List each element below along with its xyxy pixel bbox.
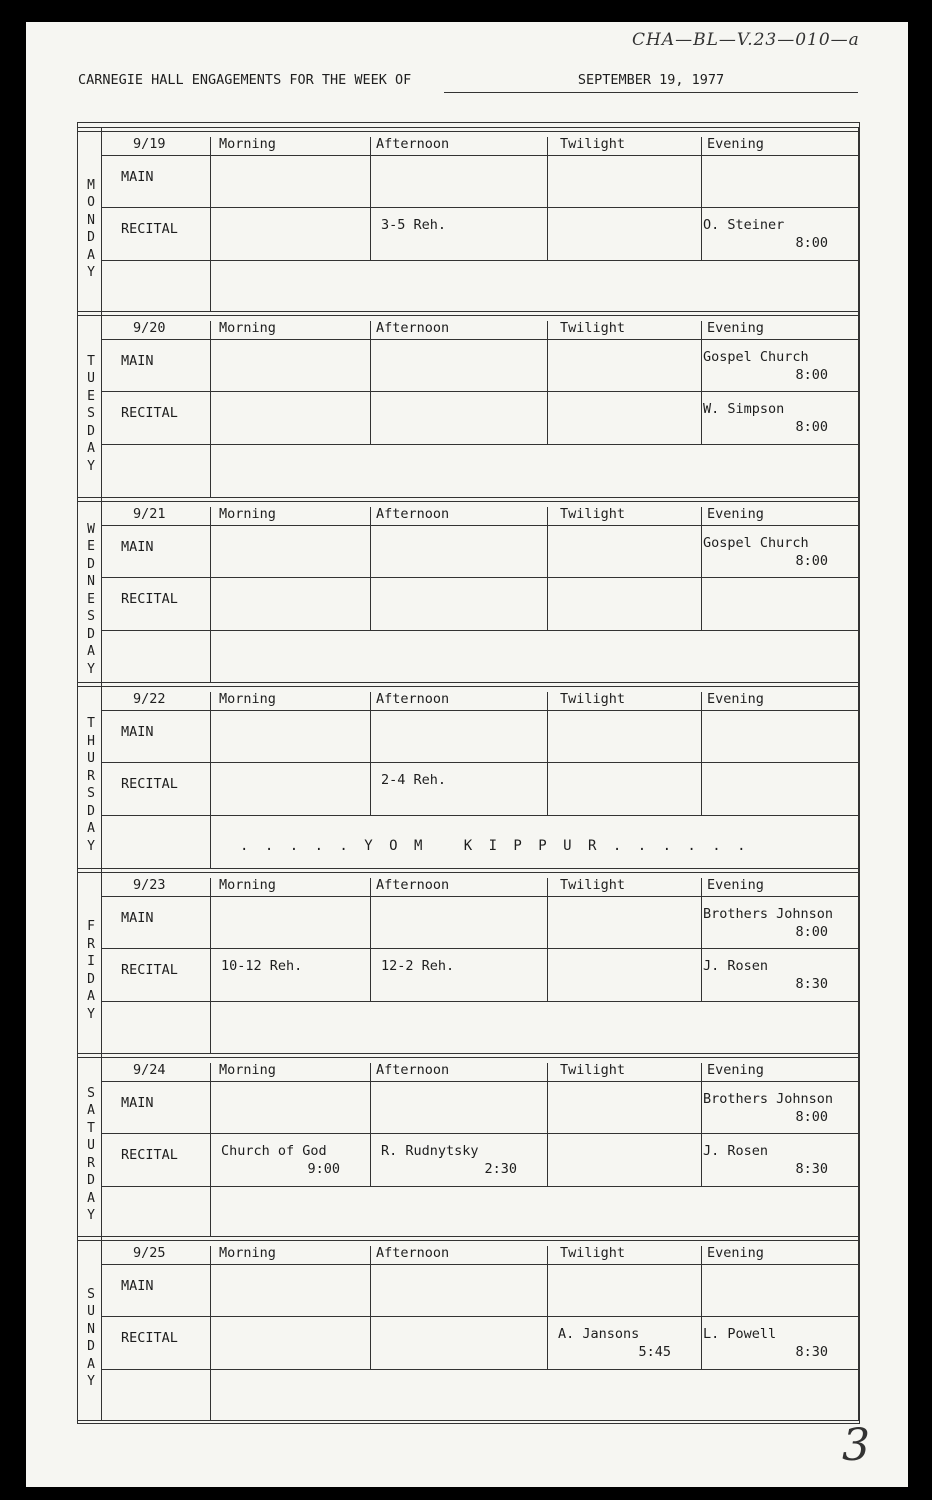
time-column-divider	[547, 321, 548, 444]
archive-id-handwritten: CHA—BL—V.23—010—a	[632, 30, 860, 50]
day-block-top-inner-border	[77, 872, 859, 873]
engagement-recital-afternoon-time: 2:30	[484, 1161, 517, 1177]
engagement-main-evening-title: Brothers Johnson	[703, 1091, 834, 1107]
recital-row-bottom-border	[101, 1369, 858, 1370]
week-of-date: SEPTEMBER 19, 1977	[444, 72, 858, 93]
time-column-divider	[547, 878, 548, 1001]
day-block-top-border	[77, 127, 859, 128]
day-name-vertical: W E D N E S D A Y	[87, 521, 95, 677]
day-block-top-inner-border	[77, 1057, 859, 1058]
main-row-bottom-border	[101, 1133, 858, 1134]
engagement-recital-evening-title: J. Rosen	[703, 958, 769, 974]
engagement-recital-morning-title: 10-12 Reh.	[221, 958, 303, 974]
day-block-top-inner-border	[77, 501, 859, 502]
table-right-border	[858, 127, 859, 311]
row-label-main: MAIN	[121, 910, 154, 926]
column-header-bottom-border	[101, 896, 858, 897]
row-label-divider	[210, 321, 211, 497]
row-label-main: MAIN	[121, 169, 154, 185]
page-number-handwritten: 3	[842, 1420, 870, 1471]
day-block-top-border	[77, 311, 859, 312]
engagement-main-evening-time: 8:00	[795, 924, 828, 940]
day-name-vertical: T H U R S D A Y	[87, 716, 95, 854]
main-row-bottom-border	[101, 1316, 858, 1317]
row-label-recital: RECITAL	[121, 221, 178, 237]
column-header-evening: Evening	[707, 1062, 764, 1078]
column-header-evening: Evening	[707, 1245, 764, 1261]
column-header-bottom-border	[101, 1081, 858, 1082]
engagement-recital-evening-time: 8:30	[795, 1344, 828, 1360]
time-column-divider	[547, 137, 548, 260]
page-title: CARNEGIE HALL ENGAGEMENTS FOR THE WEEK OF	[78, 72, 412, 88]
recital-row-bottom-border	[101, 1001, 858, 1002]
row-label-divider	[210, 878, 211, 1053]
main-row-bottom-border	[101, 391, 858, 392]
row-label-divider	[210, 1246, 211, 1420]
row-label-recital: RECITAL	[121, 962, 178, 978]
column-header-evening: Evening	[707, 506, 764, 522]
column-header-bottom-border	[101, 710, 858, 711]
table-right-border	[858, 868, 859, 1053]
column-header-twilight: Twilight	[560, 506, 626, 522]
day-column-divider	[101, 127, 102, 1420]
column-header-bottom-border	[101, 339, 858, 340]
engagement-recital-afternoon-title: 3-5 Reh.	[381, 217, 447, 233]
day-block-top-inner-border	[77, 1240, 859, 1241]
column-header-twilight: Twilight	[560, 1062, 626, 1078]
column-header-afternoon: Afternoon	[376, 1245, 450, 1261]
engagement-main-evening-title: Gospel Church	[703, 349, 809, 365]
day-block-top-inner-border	[77, 131, 859, 132]
day-date: 9/21	[133, 506, 166, 522]
column-header-morning: Morning	[219, 506, 276, 522]
column-header-morning: Morning	[219, 320, 276, 336]
day-block-top-inner-border	[77, 686, 859, 687]
day-block-top-inner-border	[77, 315, 859, 316]
day-date: 9/20	[133, 320, 166, 336]
recital-row-bottom-border	[101, 444, 858, 445]
row-label-recital: RECITAL	[121, 1147, 178, 1163]
table-right-border	[858, 682, 859, 868]
day-name-vertical: S A T U R D A Y	[87, 1085, 95, 1223]
column-header-morning: Morning	[219, 1245, 276, 1261]
main-row-bottom-border	[101, 577, 858, 578]
column-header-afternoon: Afternoon	[376, 506, 450, 522]
row-label-main: MAIN	[121, 539, 154, 555]
column-header-twilight: Twilight	[560, 320, 626, 336]
row-label-recital: RECITAL	[121, 591, 178, 607]
recital-row-bottom-border	[101, 815, 858, 816]
day-date: 9/24	[133, 1062, 166, 1078]
column-header-twilight: Twilight	[560, 691, 626, 707]
engagement-recital-evening-title: O. Steiner	[703, 217, 785, 233]
time-column-divider	[547, 692, 548, 815]
day-date: 9/22	[133, 691, 166, 707]
day-name-vertical: M O N D A Y	[87, 177, 95, 280]
engagement-recital-evening-title: L. Powell	[703, 1326, 777, 1342]
table-right-border	[858, 1053, 859, 1236]
engagement-main-evening-time: 8:00	[795, 367, 828, 383]
day-name-vertical: S U N D A Y	[87, 1286, 95, 1389]
column-header-evening: Evening	[707, 320, 764, 336]
engagement-recital-evening-time: 8:30	[795, 976, 828, 992]
time-column-divider	[701, 692, 702, 815]
day-block-top-border	[77, 1053, 859, 1054]
row-label-recital: RECITAL	[121, 776, 178, 792]
table-right-border	[858, 311, 859, 497]
recital-row-bottom-border	[101, 260, 858, 261]
time-column-divider	[370, 878, 371, 1001]
row-label-main: MAIN	[121, 1278, 154, 1294]
column-header-bottom-border	[101, 1264, 858, 1265]
column-header-evening: Evening	[707, 691, 764, 707]
column-header-bottom-border	[101, 525, 858, 526]
column-header-morning: Morning	[219, 691, 276, 707]
column-header-evening: Evening	[707, 877, 764, 893]
column-header-morning: Morning	[219, 136, 276, 152]
table-outer-border	[77, 122, 860, 1424]
engagement-recital-twilight-title: A. Jansons	[558, 1326, 640, 1342]
column-header-morning: Morning	[219, 1062, 276, 1078]
table-right-border	[858, 1236, 859, 1420]
time-column-divider	[370, 137, 371, 260]
engagement-recital-afternoon-title: 2-4 Reh.	[381, 772, 447, 788]
day-date: 9/25	[133, 1245, 166, 1261]
day-block-top-border	[77, 497, 859, 498]
column-header-morning: Morning	[219, 877, 276, 893]
row-label-recital: RECITAL	[121, 1330, 178, 1346]
column-header-evening: Evening	[707, 136, 764, 152]
column-header-afternoon: Afternoon	[376, 136, 450, 152]
recital-row-bottom-border	[101, 630, 858, 631]
engagement-recital-evening-time: 8:00	[795, 419, 828, 435]
holiday-note: . . . . . Y O M K I P P U R . . . . . .	[240, 838, 750, 854]
column-header-twilight: Twilight	[560, 877, 626, 893]
engagement-recital-evening-time: 8:00	[795, 235, 828, 251]
row-label-divider	[210, 692, 211, 868]
row-label-main: MAIN	[121, 724, 154, 740]
column-header-twilight: Twilight	[560, 1245, 626, 1261]
main-row-bottom-border	[101, 207, 858, 208]
engagement-main-evening-time: 8:00	[795, 553, 828, 569]
engagement-main-evening-title: Brothers Johnson	[703, 906, 834, 922]
table-bottom-border	[77, 1420, 859, 1421]
column-header-afternoon: Afternoon	[376, 877, 450, 893]
engagement-recital-twilight-time: 5:45	[638, 1344, 671, 1360]
time-column-divider	[547, 507, 548, 630]
engagement-recital-afternoon-title: 12-2 Reh.	[381, 958, 455, 974]
main-row-bottom-border	[101, 948, 858, 949]
time-column-divider	[370, 507, 371, 630]
engagement-recital-morning-time: 9:00	[307, 1161, 340, 1177]
day-date: 9/19	[133, 136, 166, 152]
engagement-recital-evening-title: W. Simpson	[703, 401, 785, 417]
column-header-afternoon: Afternoon	[376, 1062, 450, 1078]
row-label-main: MAIN	[121, 1095, 154, 1111]
column-header-twilight: Twilight	[560, 136, 626, 152]
row-label-divider	[210, 507, 211, 682]
engagement-recital-evening-title: J. Rosen	[703, 1143, 769, 1159]
table-right-border	[858, 497, 859, 682]
day-block-top-border	[77, 1236, 859, 1237]
day-name-vertical: F R I D A Y	[87, 919, 95, 1022]
main-row-bottom-border	[101, 762, 858, 763]
day-name-vertical: T U E S D A Y	[87, 353, 95, 474]
row-label-divider	[210, 137, 211, 311]
time-column-divider	[547, 1063, 548, 1186]
column-header-afternoon: Afternoon	[376, 691, 450, 707]
row-label-main: MAIN	[121, 353, 154, 369]
engagement-main-evening-time: 8:00	[795, 1109, 828, 1125]
day-block-top-border	[77, 868, 859, 869]
time-column-divider	[370, 321, 371, 444]
day-date: 9/23	[133, 877, 166, 893]
recital-row-bottom-border	[101, 1186, 858, 1187]
column-header-bottom-border	[101, 155, 858, 156]
engagement-main-evening-title: Gospel Church	[703, 535, 809, 551]
day-block-top-border	[77, 682, 859, 683]
column-header-afternoon: Afternoon	[376, 320, 450, 336]
engagement-recital-afternoon-title: R. Rudnytsky	[381, 1143, 479, 1159]
engagement-recital-evening-time: 8:30	[795, 1161, 828, 1177]
time-column-divider	[370, 692, 371, 815]
row-label-recital: RECITAL	[121, 405, 178, 421]
engagement-recital-morning-title: Church of God	[221, 1143, 327, 1159]
time-column-divider	[370, 1246, 371, 1369]
row-label-divider	[210, 1063, 211, 1236]
